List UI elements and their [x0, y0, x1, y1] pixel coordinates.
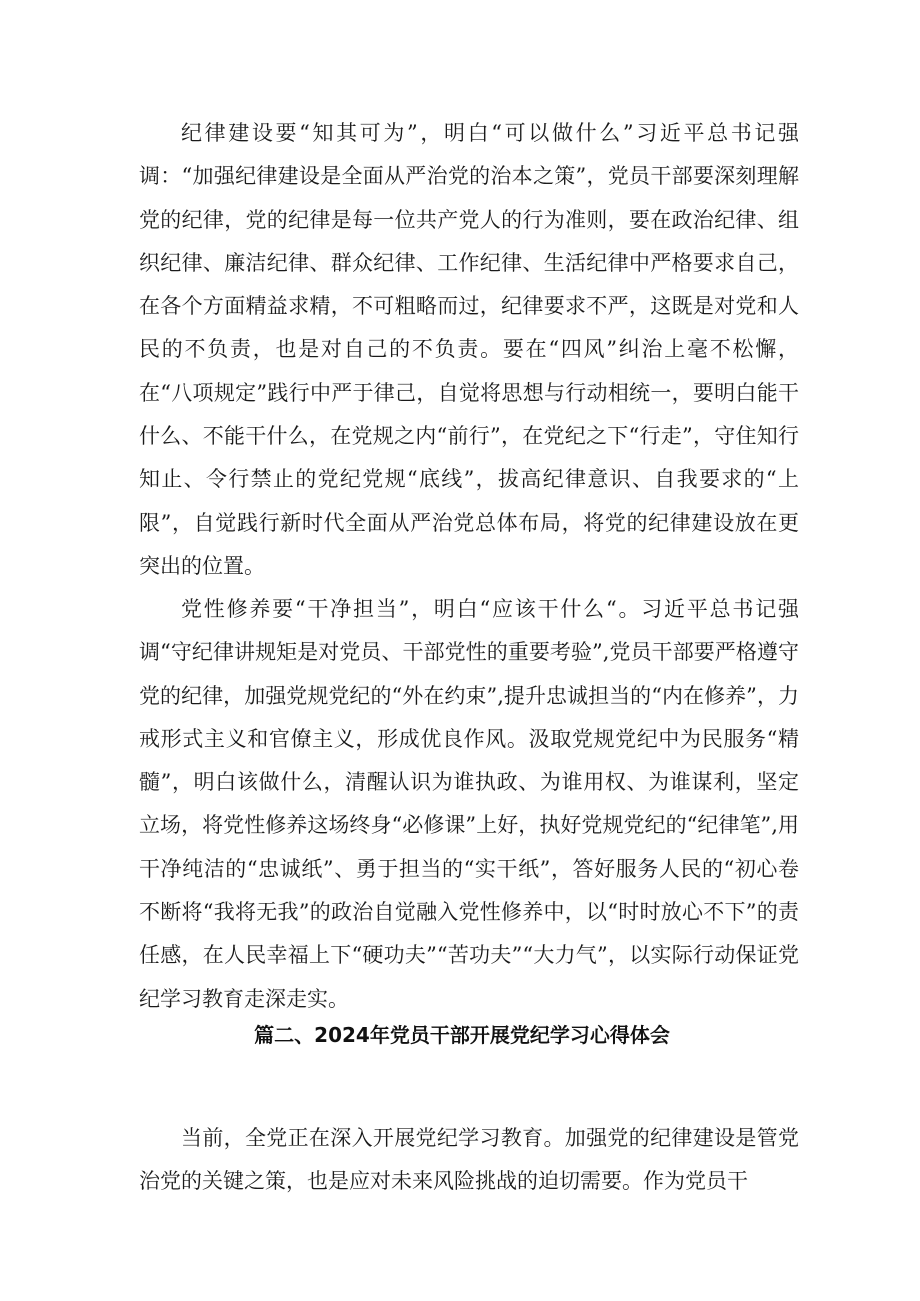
section-heading: 篇二、2024年党员干部开展党纪学习心得体会: [254, 1023, 670, 1047]
body-paragraph-current: [139, 1117, 799, 1204]
paragraph-text: 当前，全党正在深入开展党纪学习教育。加强党的纪律建设是管党治党的关键之策，也是应对未来风险挑战的迫切需要。作为党员干: [139, 1126, 799, 1194]
paragraph-text: 纪律建设要“知其可为”，明白“可以做什么”习近平总书记强调：“加强纪律建设是全面从严治党的治本之策”，党员干部要深刻理解党的纪律，党的纪律是每一位共产党人的行为准则，要在政治纪律、组织纪律、廉洁纪律、群众纪律、工作纪律、生活纪律中严格要求自己，在各个方面精益求精，不可粗略而过，纪律要求不严，这既是对党和人民的不负责，也是对自己的不负责。要在“四风”纠治上毫不松懈，在“八项规定”践行中严于律己，自觉将思想与行动相统一，要明白能干什么、不能干什么，在党规之内“前行”，在党纪之下“行走”，守住知行知止、令行禁止的党纪党规“底线”，拔高纪律意识、自我要求的“上限”，自觉践行新时代全面从严治党总体布局，将党的纪律建设放在更突出的位置。: [139, 121, 799, 578]
paragraph-text: 党性修养要“干净担当”，明白“应该干什么“。习近平总书记强调“守纪律讲规矩是对党员、干部党性的重要考验”,党员干部要严格遵守党的纪律，加强党规党纪的“外在约束”,提升忠诚担当的“内在修养”，力戒形式主义和官僚主义，形成优良作风。汲取党规党纪中为民服务“精髓”，明白该做什么，清醒认识为谁执政、为谁用权、为谁谋利，坚定立场，将党性修养这场终身“必修课”上好，执好党规党纪的“纪律笔”,用干净纯洁的“忠诚纸”、勇于担当的“实干纸”，答好服务人民的“初心卷不断将“我将无我”的政治自觉融入党性修养中，以“时时放心不下”的责任感，在人民幸福上下“硬功夫”“苦功夫”“大力气”，以实际行动保证党纪学习教育走深走实。: [139, 597, 799, 1011]
body-paragraph-discipline: [139, 112, 799, 588]
body-paragraph-party-spirit: [139, 588, 799, 1021]
